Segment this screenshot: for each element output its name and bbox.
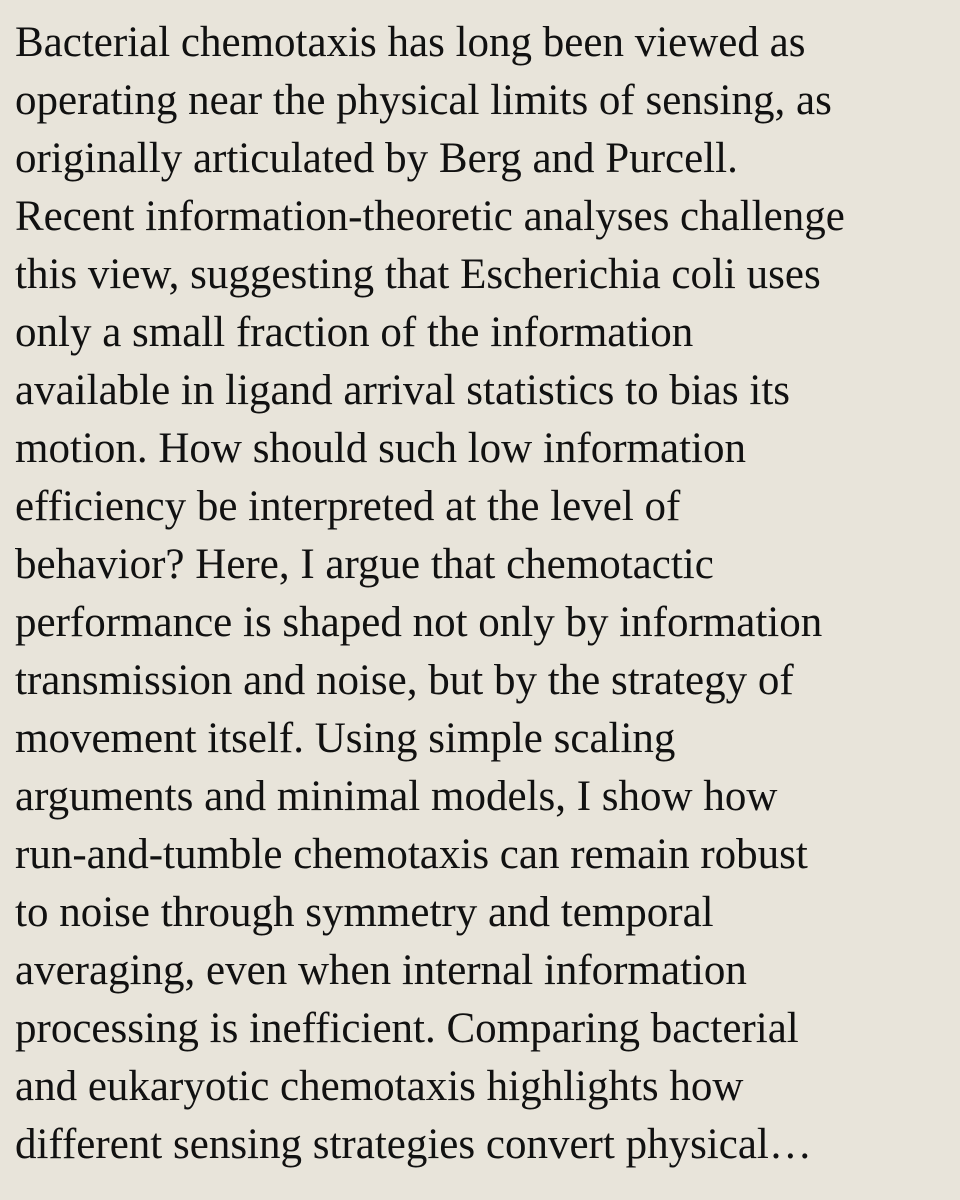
abstract-line: this view, suggesting that Escherichia coli uses (15, 251, 821, 298)
abstract-line: movement itself. Using simple scaling (15, 715, 676, 762)
abstract-line: efficiency be interpreted at the level of (15, 483, 681, 530)
abstract-line: averaging, even when internal information (15, 947, 747, 994)
abstract-line: Bacterial chemotaxis has long been viewed as (15, 19, 806, 66)
abstract-line: Recent information-theoretic analyses challenge (15, 193, 845, 240)
abstract-line: behavior? Here, I argue that chemotactic (15, 541, 714, 588)
abstract-line: available in ligand arrival statistics to bias its (15, 367, 791, 414)
abstract-line: arguments and minimal models, I show how (15, 773, 778, 820)
abstract-line: run-and-tumble chemotaxis can remain robust (15, 831, 808, 878)
abstract-line: only a small fraction of the information (15, 309, 694, 356)
abstract-line: performance is shaped not only by information (15, 599, 823, 646)
abstract-line: and eukaryotic chemotaxis highlights how (15, 1063, 744, 1110)
abstract-line: different sensing strategies convert physical… (15, 1121, 812, 1168)
abstract-line: processing is inefficient. Comparing bacterial (15, 1005, 799, 1052)
abstract-line: transmission and noise, but by the strategy of (15, 657, 794, 704)
abstract-line: operating near the physical limits of sensing, as (15, 77, 832, 124)
abstract-line: to noise through symmetry and temporal (15, 889, 714, 936)
abstract-line: originally articulated by Berg and Purcell. (15, 135, 738, 182)
abstract-line: motion. How should such low information (15, 425, 746, 472)
abstract-paragraph (15, 14, 946, 1174)
